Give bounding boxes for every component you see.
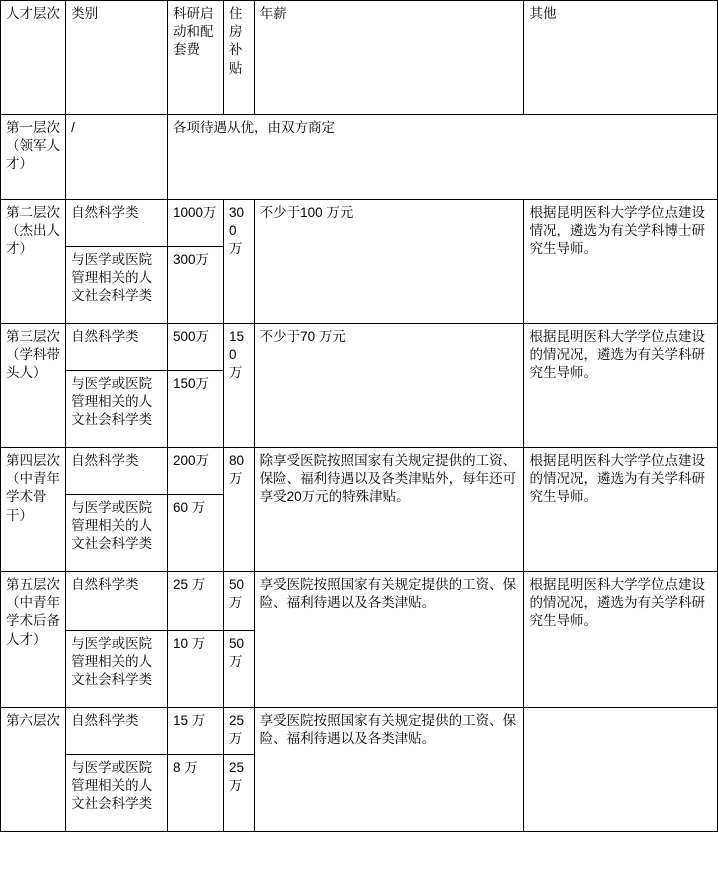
table-row	[1, 572, 718, 631]
row-housing-5a: 50万	[224, 572, 255, 631]
row-category-4b: 与医学或医院管理相关的人文社会科学类	[66, 495, 168, 572]
row-housing-4: 80万	[224, 448, 255, 572]
row-housing-6b: 25万	[224, 755, 255, 832]
row-fund-2a: 1000万	[168, 200, 224, 247]
header-salary: 年薪	[254, 1, 524, 115]
row-level-3: 第三层次（学科带头人）	[1, 324, 66, 448]
row-salary-3: 不少于70 万元	[254, 324, 524, 448]
table-row	[1, 200, 718, 247]
row-category-6a: 自然科学类	[66, 708, 168, 755]
row-fund-6b: 8 万	[168, 755, 224, 832]
header-other: 其他	[524, 1, 718, 115]
row-salary-6: 享受医院按照国家有关规定提供的工资、保险、福利待遇以及各类津贴。	[254, 708, 524, 832]
row-housing-5b: 50万	[224, 631, 255, 708]
row-merged-1: 各项待遇从优，由双方商定	[168, 115, 718, 200]
row-level-5: 第五层次（中青年学术后备人才）	[1, 572, 66, 708]
row-salary-5: 享受医院按照国家有关规定提供的工资、保险、福利待遇以及各类津贴。	[254, 572, 524, 708]
table-row	[1, 324, 718, 371]
header-level: 人才层次	[1, 1, 66, 115]
row-level-6: 第六层次	[1, 708, 66, 832]
row-other-3: 根据昆明医科大学学位点建设的情况况，遴选为有关学科研究生导师。	[524, 324, 718, 448]
row-salary-2: 不少于100 万元	[254, 200, 524, 324]
row-other-5: 根据昆明医科大学学位点建设的情况况，遴选为有关学科研究生导师。	[524, 572, 718, 708]
row-housing-6a: 25万	[224, 708, 255, 755]
table-header-row	[1, 1, 718, 115]
header-fund: 科研启动和配套费	[168, 1, 224, 115]
row-fund-5a: 25 万	[168, 572, 224, 631]
table-row	[1, 448, 718, 495]
row-level-1: 第一层次（领军人才）	[1, 115, 66, 200]
table-row	[1, 115, 718, 200]
row-fund-3b: 150万	[168, 371, 224, 448]
row-housing-2: 300万	[224, 200, 255, 324]
table-row	[1, 708, 718, 755]
row-housing-3: 150万	[224, 324, 255, 448]
row-category-2b: 与医学或医院管理相关的人文社会科学类	[66, 247, 168, 324]
row-category-2a: 自然科学类	[66, 200, 168, 247]
row-fund-5b: 10 万	[168, 631, 224, 708]
row-level-2: 第二层次（杰出人才）	[1, 200, 66, 324]
row-category-4a: 自然科学类	[66, 448, 168, 495]
row-category-3b: 与医学或医院管理相关的人文社会科学类	[66, 371, 168, 448]
row-other-2: 根据昆明医科大学学位点建设情况，遴选为有关学科博士研究生导师。	[524, 200, 718, 324]
row-other-6	[524, 708, 718, 832]
row-category-1: /	[66, 115, 168, 200]
row-level-4: 第四层次（中青年学术骨干）	[1, 448, 66, 572]
row-fund-4a: 200万	[168, 448, 224, 495]
row-fund-2b: 300万	[168, 247, 224, 324]
row-fund-4b: 60 万	[168, 495, 224, 572]
row-salary-4: 除享受医院按照国家有关规定提供的工资、保险、福利待遇以及各类津贴外，每年还可享受20万元的特殊津贴。	[254, 448, 524, 572]
row-other-4: 根据昆明医科大学学位点建设的情况况，遴选为有关学科研究生导师。	[524, 448, 718, 572]
row-category-5a: 自然科学类	[66, 572, 168, 631]
row-fund-3a: 500万	[168, 324, 224, 371]
row-category-3a: 自然科学类	[66, 324, 168, 371]
row-fund-6a: 15 万	[168, 708, 224, 755]
header-housing: 住房补贴	[224, 1, 255, 115]
row-category-6b: 与医学或医院管理相关的人文社会科学类	[66, 755, 168, 832]
row-category-5b: 与医学或医院管理相关的人文社会科学类	[66, 631, 168, 708]
header-category: 类别	[66, 1, 168, 115]
